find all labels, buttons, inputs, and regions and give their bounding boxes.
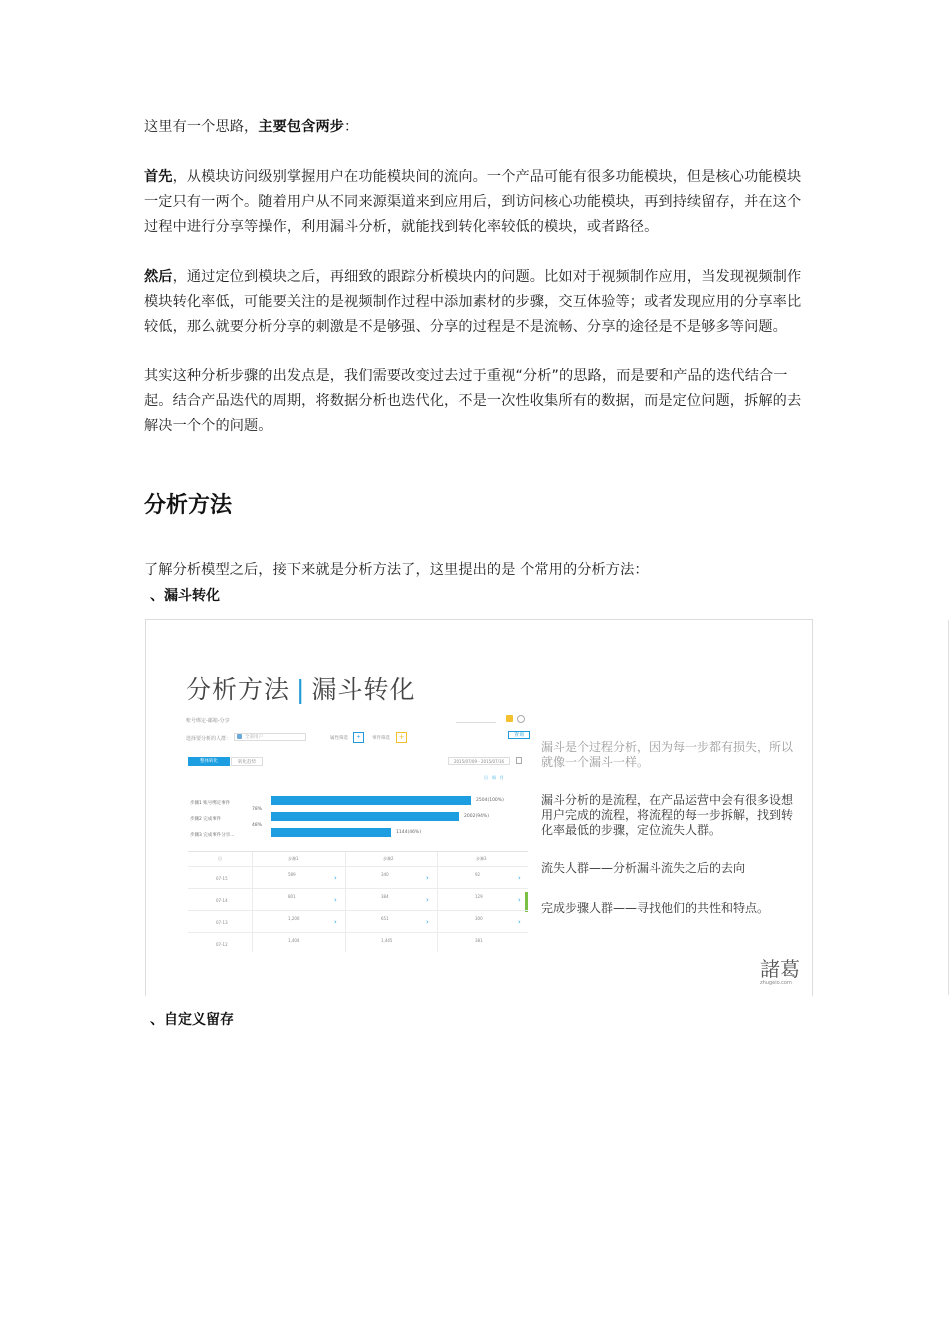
star-icon: [506, 715, 513, 722]
first-bold: 首先: [144, 169, 173, 185]
chevron-right-icon: ›: [518, 896, 521, 904]
table-col-divider: [252, 852, 253, 952]
table-scroll-indicator: [525, 892, 528, 912]
table-header-step2: 步骤2: [383, 856, 394, 861]
paragraph-summary: [144, 364, 808, 439]
mock-add-event: 事件筛选: [372, 736, 390, 741]
funnel-step-2-label: 步骤2 完成事件: [190, 817, 222, 822]
table-cell: 801: [288, 894, 296, 899]
table-cell: 1,404: [288, 938, 300, 943]
funnel-step-1-bar: [271, 796, 471, 805]
calendar-icon: [516, 757, 522, 764]
funnel-slide-image: [145, 619, 813, 996]
user-icon: [237, 734, 242, 739]
table-cell: 1,200: [288, 916, 300, 921]
chevron-right-icon: ›: [426, 874, 429, 882]
then-line-1: ，通过定位到模块之后，再细致的跟踪分析模块内的问题。比如对于视频制作应用，当发现视频制作: [172, 269, 802, 285]
settings-icon: [517, 715, 525, 723]
title-separator: |: [296, 675, 306, 704]
table-cell: 129: [475, 894, 483, 899]
table-cell: 07-12: [216, 942, 228, 947]
zhuge-logo: 諸葛: [760, 957, 800, 981]
slide-note-3: 流失人群——分析漏斗流失之后的去向: [541, 861, 746, 875]
mock-query-button: 查询: [508, 731, 530, 739]
mock-dropdown: [456, 715, 496, 723]
table-cell: 1,445: [381, 938, 393, 943]
mock-tab-overall: 整体转化: [188, 757, 230, 766]
slide-title-main: 分析方法: [186, 675, 291, 704]
paragraph-then: [144, 265, 808, 340]
funnel-step-2-bar: [271, 812, 459, 821]
funnel-step-2-value: 2002(94%): [464, 814, 489, 819]
table-header-step1: 步骤1: [288, 856, 299, 861]
table-cell: 07-14: [216, 898, 228, 903]
chevron-right-icon: ›: [426, 918, 429, 926]
subheading-funnel: 、漏斗转化: [150, 588, 220, 604]
table-cell: 92: [475, 872, 481, 877]
intro-bold: 主要包含两步: [258, 119, 345, 135]
table-header-date: 日: [218, 856, 222, 861]
chevron-right-icon: ›: [518, 874, 521, 882]
intro-text: 这里有一个思路，: [144, 119, 259, 135]
table-divider: [188, 932, 528, 933]
intro-colon: ：: [344, 119, 359, 135]
table-cell: 384: [381, 894, 389, 899]
table-cell: 07-15: [216, 876, 228, 881]
then-line-3: 较低，那么就要分析分享的刺激是不是够强、分享的过程是不是流畅、分享的途径是不是够多等问题。: [144, 319, 787, 335]
mock-date-range: 2015/07/09 - 2015/07/16: [448, 757, 510, 765]
funnel-conv-1: 78%: [252, 807, 263, 812]
table-col-divider: [345, 852, 346, 952]
section-heading: 分析方法: [144, 493, 233, 518]
first-line-1: ，从模块访问级别掌握用户在功能模块间的流向。一个产品可能有很多功能模块，但是核心功能模块: [172, 169, 802, 185]
chevron-right-icon: ›: [334, 874, 337, 882]
funnel-step-1-label: 步骤1 账号绑定事件: [190, 801, 231, 806]
first-line-2: 一定只有一两个。随着用户从不同来源渠道来到应用后，到访问核心功能模块，再到持续留存，并在这个: [144, 194, 802, 210]
table-cell: 07-13: [216, 920, 228, 925]
funnel-step-3-value: 1144(46%): [396, 830, 421, 835]
table-divider: [188, 866, 528, 867]
table-col-divider: [437, 852, 438, 952]
mock-filter-select: 全部用户: [234, 733, 306, 741]
funnel-dashboard-mock: [186, 715, 536, 960]
slide-note-4: 完成步骤人群——寻找他们的共性和特点。: [541, 901, 770, 915]
table-cell: 300: [475, 916, 483, 921]
then-line-2: 模块转化率低，可能要关注的是视频制作过程中添加素材的步骤，交互体验等；或者发现应用的分享率比: [144, 294, 802, 310]
mock-header: 账号绑定-邮箱-分享: [186, 718, 230, 724]
mock-filter-label: 选择要分析的人群：: [186, 736, 232, 742]
slide-note-2: 漏斗分析的是流程，在产品运营中会有很多设想用户完成的流程，将流程的每一步拆解，找到转化率最低的步骤，定位流失人群。: [541, 793, 794, 837]
table-cell: 589: [288, 872, 296, 877]
mock-add-prop: 属性筛选: [330, 736, 348, 741]
chevron-right-icon: ›: [334, 918, 337, 926]
summary-line-2: 起。结合产品迭代的周期，将数据分析也迭代化，不是一次性收集所有的数据，而是定位问题，拆解的去: [144, 393, 802, 409]
table-divider: [188, 888, 528, 889]
then-bold: 然后: [144, 269, 173, 285]
intro-paragraph: [144, 115, 808, 140]
slide-title: [186, 670, 415, 706]
funnel-conv-2: 48%: [252, 823, 263, 828]
table-divider: [188, 910, 528, 911]
summary-line-3: 解决一个个的问题。: [144, 418, 273, 434]
table-cell: 340: [381, 872, 389, 877]
table-cell: 381: [475, 938, 483, 943]
funnel-step-1-value: 2504(100%): [476, 798, 504, 803]
chevron-right-icon: ›: [426, 896, 429, 904]
funnel-step-3-label: 步骤3 完成事件分享...: [190, 833, 235, 838]
add-event-plus-icon: +: [396, 732, 407, 743]
first-line-3: 过程中进行分享等操作，利用漏斗分析，就能找到转化率较低的模块，或者路径。: [144, 219, 659, 235]
slide-title-sub: 漏斗转化: [311, 675, 416, 704]
mock-period-switch: 日 周 月: [484, 775, 504, 780]
zhuge-logo-url: zhugeio.com: [760, 980, 792, 986]
summary-line-1: 其实这种分析步骤的出发点是，我们需要改变过去过于重视“分析”的思路，而是要和产品的迭代结合一: [144, 368, 788, 384]
subheading-retention: 、自定义留存: [150, 1012, 234, 1028]
page-edge-line: [948, 620, 949, 995]
slide-note-1: 漏斗是个过程分析，因为每一步都有损失，所以就像一个漏斗一样。: [541, 740, 794, 769]
funnel-table: [188, 851, 528, 952]
paragraph-first: [144, 165, 808, 240]
table-cell: 651: [381, 916, 389, 921]
mock-tab-trend: 转化趋势: [231, 757, 263, 766]
table-header-step3: 步骤3: [476, 856, 487, 861]
add-prop-plus-icon: +: [353, 732, 364, 743]
chevron-right-icon: ›: [334, 896, 337, 904]
funnel-step-3-bar: [271, 828, 391, 837]
methods-intro: 了解分析模型之后，接下来就是分析方法了，这里提出的是 个常用的分析方法：: [144, 562, 649, 578]
chevron-right-icon: ›: [518, 918, 521, 926]
